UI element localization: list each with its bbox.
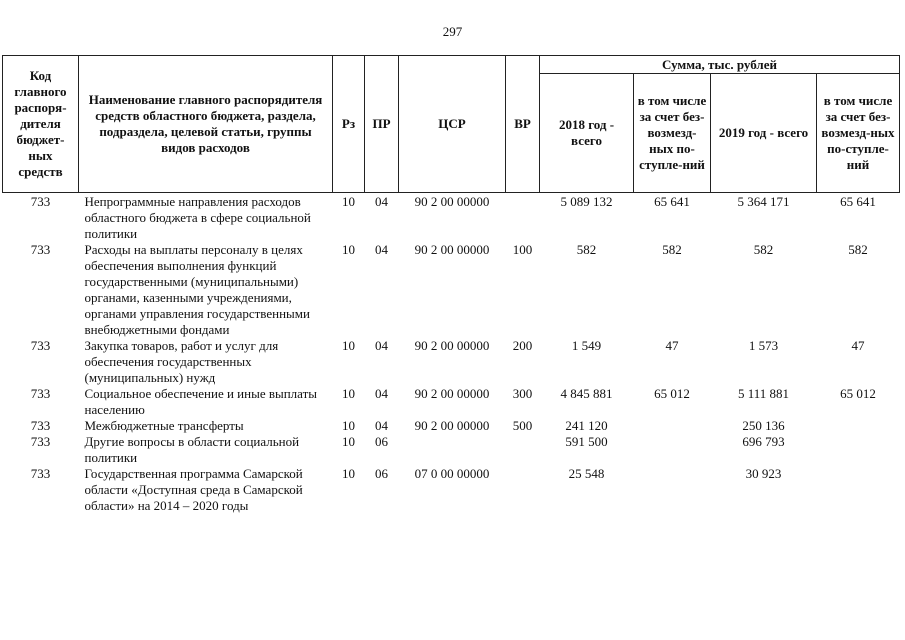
header-sum: Сумма, тыс. рублей <box>540 56 900 74</box>
cell-2019-gratuitous <box>817 434 900 466</box>
cell-name: Государственная программа Самарской области «Доступная среда в Самарской области» на 2014 – 2020 годы <box>84 466 303 513</box>
table-row <box>3 338 900 386</box>
budget-table <box>2 55 900 514</box>
cell-rz: 10 <box>342 434 355 449</box>
cell-pr: 04 <box>375 386 388 401</box>
cell-2019-total: 250 136 <box>742 418 785 433</box>
cell-pr: 04 <box>375 242 388 257</box>
cell-2018-gratuitous <box>634 434 711 466</box>
header-vr: ВР <box>506 56 540 193</box>
table-row <box>3 242 900 338</box>
cell-name: Межбюджетные трансферты <box>84 418 244 433</box>
cell-vr: 300 <box>512 386 533 401</box>
cell-2018-total: 241 120 <box>565 418 608 433</box>
cell-2019-total: 582 <box>753 242 774 257</box>
table-header <box>3 56 900 193</box>
cell-2018-gratuitous: 47 <box>665 338 679 353</box>
cell-rz: 10 <box>342 466 355 481</box>
cell-code: 733 <box>30 194 51 209</box>
cell-2019-total: 5 364 171 <box>737 194 790 209</box>
cell-2019-total: 30 923 <box>745 466 782 481</box>
cell-rz: 10 <box>342 338 355 353</box>
table-row <box>3 193 900 243</box>
cell-name: Непрограммные направления расходов областного бюджета в сфере социальной политики <box>84 194 311 241</box>
cell-vr <box>506 434 540 466</box>
cell-2018-total: 1 549 <box>571 338 602 353</box>
cell-2018-gratuitous: 65 012 <box>654 386 690 401</box>
cell-2019-gratuitous: 65 641 <box>840 194 876 209</box>
header-rz: Рз <box>333 56 365 193</box>
cell-pr: 06 <box>375 434 388 449</box>
header-2019-total: 2019 год - всего <box>711 74 817 193</box>
cell-code: 733 <box>30 242 51 257</box>
cell-2018-gratuitous: 65 641 <box>654 194 690 209</box>
cell-vr: 100 <box>512 242 533 257</box>
cell-2019-gratuitous: 47 <box>851 338 865 353</box>
cell-rz: 10 <box>342 242 355 257</box>
header-pr: ПР <box>365 56 399 193</box>
cell-2019-gratuitous: 582 <box>848 242 868 257</box>
table-row <box>3 434 900 466</box>
cell-2019-gratuitous: 65 012 <box>840 386 876 401</box>
header-2018-gratuitous: в том числе за счет без-возмезд-ных по-ступле-ний <box>634 74 711 193</box>
cell-name: Другие вопросы в области социальной политики <box>84 434 300 465</box>
cell-pr: 04 <box>375 418 388 433</box>
cell-2018-total: 591 500 <box>565 434 608 449</box>
cell-2018-total: 4 845 881 <box>560 386 613 401</box>
cell-2018-total: 5 089 132 <box>560 194 613 209</box>
cell-2019-total: 696 793 <box>742 434 785 449</box>
cell-vr: 200 <box>512 338 533 353</box>
cell-csr: 07 0 00 00000 <box>414 466 490 481</box>
cell-csr <box>399 434 506 466</box>
header-2018-total: 2018 год - всего <box>540 74 634 193</box>
header-2019-gratuitous: в том числе за счет без-возмезд-ных по-ступле-ний <box>817 74 900 193</box>
cell-rz: 10 <box>342 194 355 209</box>
cell-code: 733 <box>30 418 51 433</box>
cell-vr <box>506 193 540 243</box>
table-row <box>3 386 900 418</box>
cell-2019-total: 5 111 881 <box>737 386 790 401</box>
cell-vr: 500 <box>512 418 533 433</box>
cell-csr: 90 2 00 00000 <box>414 242 490 257</box>
header-name: Наименование главного распорядителя средств областного бюджета, раздела, подраздела, целевой статьи, группы видов расходов <box>79 56 333 193</box>
header-csr: ЦСР <box>399 56 506 193</box>
cell-pr: 06 <box>375 466 388 481</box>
cell-csr: 90 2 00 00000 <box>414 194 490 209</box>
cell-name: Закупка товаров, работ и услуг для обеспечения государственных (муниципальных) нужд <box>84 338 279 385</box>
cell-pr: 04 <box>375 194 388 209</box>
cell-code: 733 <box>30 434 51 449</box>
cell-code: 733 <box>30 386 51 401</box>
cell-code: 733 <box>30 338 51 353</box>
cell-2018-gratuitous: 582 <box>662 242 682 257</box>
cell-2018-total: 25 548 <box>568 466 605 481</box>
cell-code: 733 <box>30 466 51 481</box>
cell-csr: 90 2 00 00000 <box>414 418 490 433</box>
cell-2019-total: 1 573 <box>748 338 779 353</box>
cell-2019-gratuitous <box>817 418 900 434</box>
header-code: Код главного распоря-дителя бюджет-ных средств <box>3 56 79 193</box>
cell-csr: 90 2 00 00000 <box>414 386 490 401</box>
table-row <box>3 418 900 434</box>
cell-2019-gratuitous <box>817 466 900 514</box>
table-body <box>3 193 900 515</box>
cell-vr <box>506 466 540 514</box>
table-row <box>3 466 900 514</box>
cell-pr: 04 <box>375 338 388 353</box>
cell-rz: 10 <box>342 418 355 433</box>
cell-csr: 90 2 00 00000 <box>414 338 490 353</box>
cell-name: Социальное обеспечение и иные выплаты населению <box>84 386 318 417</box>
page-number: 297 <box>442 24 463 39</box>
cell-2018-total: 582 <box>576 242 597 257</box>
cell-2018-gratuitous <box>634 418 711 434</box>
cell-2018-gratuitous <box>634 466 711 514</box>
cell-rz: 10 <box>342 386 355 401</box>
cell-name: Расходы на выплаты персоналу в целях обеспечения выполнения функций государственными (муниципальными) органами, казенными учреждениями, органами управления государственными внебюджетными фондами <box>84 242 310 337</box>
